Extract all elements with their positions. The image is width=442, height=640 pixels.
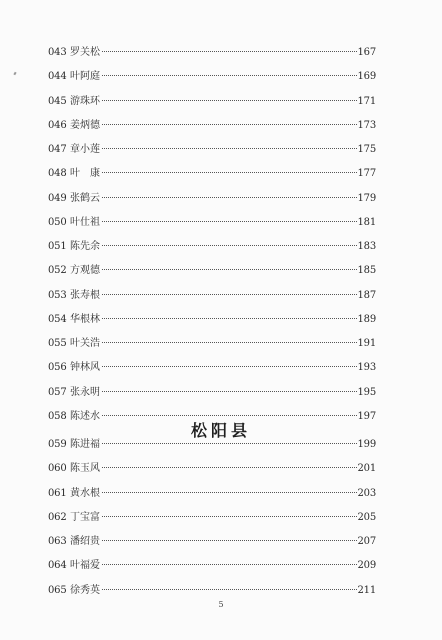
entry-page-number: 179 [357,192,376,204]
dot-leader [102,172,357,173]
scan-speck [13,72,16,76]
entry-number: 049 [48,192,67,204]
toc-entry [48,361,376,385]
dot-leader [102,221,357,222]
entry-name: 黄水根 [70,487,100,499]
entry-page-number: 209 [357,560,376,572]
entry-page-number: 199 [357,439,376,450]
toc-list [48,46,376,434]
entry-page-number: 171 [357,95,376,107]
entry-name: 张寿根 [70,289,100,301]
dot-leader [102,51,357,52]
page-number: 5 [218,600,224,609]
dot-leader [102,443,357,444]
entry-name: 叶阿庭 [70,71,100,83]
entry-number: 061 [48,487,67,499]
toc-entry [48,143,376,167]
dot-leader [102,391,357,392]
dot-leader [102,415,357,416]
dot-leader [102,516,357,517]
entry-number: 060 [48,463,67,475]
toc-entry [48,559,376,583]
entry-name: 张鹤云 [70,192,100,204]
dot-leader [102,294,357,295]
dot-leader [102,75,357,76]
entry-number: 045 [48,95,67,107]
entry-name: 陈先余 [70,241,100,252]
entry-number: 048 [48,168,67,180]
toc-entry [48,289,376,313]
toc-entry [48,511,376,535]
entry-number: 046 [48,119,67,131]
entry-name: 叶仕祖 [70,216,100,228]
dot-leader [102,589,357,590]
toc-entry [48,337,376,361]
entry-name: 游珠环 [70,95,100,107]
toc-list [48,438,376,608]
dot-leader [102,492,357,493]
entry-page-number: 193 [357,362,376,374]
dot-leader [102,318,357,319]
entry-number: 063 [48,536,67,547]
entry-name: 罗关松 [70,47,100,58]
entry-page-number: 205 [357,511,376,523]
entry-page-number: 207 [357,536,376,547]
toc-entry [48,167,376,191]
entry-name: 张永明 [70,386,100,398]
entry-name: 叶 康 [70,168,100,180]
dot-leader [102,540,357,541]
entry-name: 姜炳德 [70,119,100,131]
entry-page-number: 201 [357,463,376,475]
toc-entry [48,95,376,119]
entry-page-number: 195 [357,386,376,398]
dot-leader [102,148,357,149]
entry-number: 059 [48,439,67,450]
entry-page-number: 203 [357,487,376,499]
entry-page-number: 197 [357,410,376,422]
entry-page-number: 181 [357,216,376,228]
entry-page-number: 191 [357,338,376,349]
dot-leader [102,467,357,468]
toc-entry [48,264,376,288]
entry-number: 047 [48,144,67,155]
entry-number: 050 [48,216,67,228]
county-heading: 松阳县 [190,421,251,440]
dot-leader [102,366,357,367]
toc-entry [48,216,376,240]
entry-page-number: 167 [357,47,376,58]
entry-page-number: 177 [357,168,376,180]
entry-page-number: 211 [357,584,376,596]
entry-name: 华根林 [70,313,100,325]
entry-number: 056 [48,362,67,374]
entry-number: 044 [48,71,67,83]
entry-number: 043 [48,47,67,58]
dot-leader [102,197,357,198]
entry-page-number: 187 [357,289,376,301]
toc-entry [48,462,376,486]
entry-page-number: 173 [357,119,376,131]
entry-number: 053 [48,289,67,301]
dot-leader [102,124,357,125]
entry-name: 叶关浩 [70,338,100,349]
entry-number: 052 [48,265,67,277]
entry-page-number: 189 [357,313,376,325]
dot-leader [102,269,357,270]
entry-name: 陈述水 [70,410,100,422]
toc-entry [48,70,376,94]
entry-name: 方观德 [70,265,100,277]
entry-name: 章小莲 [70,144,100,155]
toc-entry [48,240,376,264]
toc-entry [48,313,376,337]
dot-leader [102,245,357,246]
entry-name: 丁宝富 [70,511,100,523]
entry-page-number: 175 [357,144,376,155]
entry-number: 051 [48,241,67,252]
entry-page-number: 183 [357,241,376,252]
entry-number: 058 [48,410,67,422]
toc-entry [48,46,376,70]
toc-entry [48,192,376,216]
entry-name: 徐秀英 [70,584,100,596]
dot-leader [102,564,357,565]
dot-leader [102,100,357,101]
toc-entry [48,438,376,462]
dot-leader [102,342,357,343]
entry-name: 叶福爱 [70,560,100,572]
toc-entry [48,119,376,143]
entry-number: 065 [48,584,67,596]
entry-name: 钟林风 [70,362,100,374]
entry-number: 054 [48,313,67,325]
entry-name: 潘绍贵 [70,536,100,547]
entry-number: 062 [48,511,67,523]
toc-entry [48,386,376,410]
toc-entry [48,487,376,511]
entry-number: 055 [48,338,67,349]
entry-name: 陈进福 [70,439,100,450]
entry-number: 057 [48,386,67,398]
entry-page-number: 169 [357,71,376,83]
entry-name: 陈玉风 [70,463,100,475]
entry-page-number: 185 [357,265,376,277]
entry-number: 064 [48,560,67,572]
toc-entry [48,535,376,559]
